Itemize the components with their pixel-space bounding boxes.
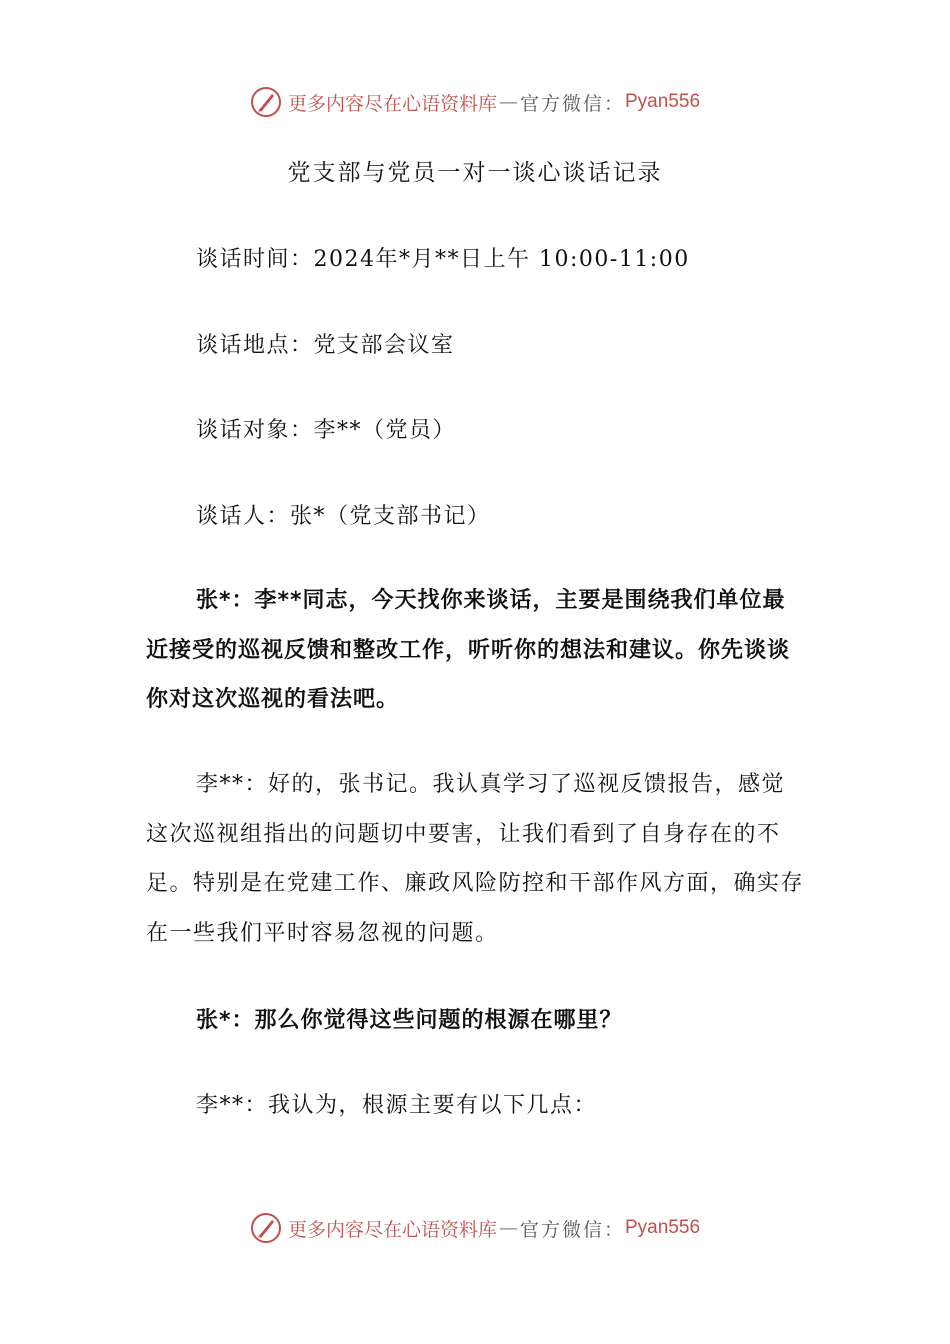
meta-speaker: 谈话人：张*（党支部书记）	[196, 504, 491, 529]
dialogue-paragraph: 李**：好的，张书记。我认真学习了巡视反馈报告，感觉这次巡视组指出的问题切中要害，让我们看到了自身存在的不足。特别是在党建工作、廉政风险防控和干部作风方面，确实存在一些我们平时容易忽视的问题。	[146, 772, 805, 946]
quill-logo-icon	[250, 1212, 282, 1244]
dialogue-paragraph: 张*：那么你觉得这些问题的根源在哪里？	[196, 1008, 623, 1033]
watermark-wechat-id: Pyan556	[625, 1217, 701, 1238]
watermark-main-text: 更多内容尽在心语资料库	[287, 92, 497, 115]
watermark-sub-text: 官方微信：	[519, 92, 625, 115]
meta-time: 谈话时间：2024年*月**日上午 10:00-11:00	[196, 247, 690, 272]
page-title: 党支部与党员一对一谈心谈话记录	[287, 160, 663, 186]
watermark-sub-text: 官方微信：	[519, 1218, 625, 1241]
watermark-dash: —	[498, 1217, 518, 1239]
quill-logo-icon	[250, 86, 282, 118]
watermark-wechat-id: Pyan556	[625, 91, 701, 112]
watermark-footer	[0, 1212, 950, 1244]
watermark-main-text: 更多内容尽在心语资料库	[287, 1218, 497, 1241]
dialogue-paragraph: 李**：我认为，根源主要有以下几点：	[196, 1093, 598, 1118]
watermark-dash: —	[498, 91, 518, 113]
meta-place: 谈话地点：党支部会议室	[196, 333, 455, 358]
dialogue-paragraph: 张*：李**同志，今天找你来谈话，主要是围绕我们单位最近接受的巡视反馈和整改工作，听听你的想法和建议。你先谈谈你对这次巡视的看法吧。	[146, 588, 791, 712]
watermark-header	[0, 86, 950, 118]
meta-subject: 谈话对象：李**（党员）	[196, 418, 457, 443]
